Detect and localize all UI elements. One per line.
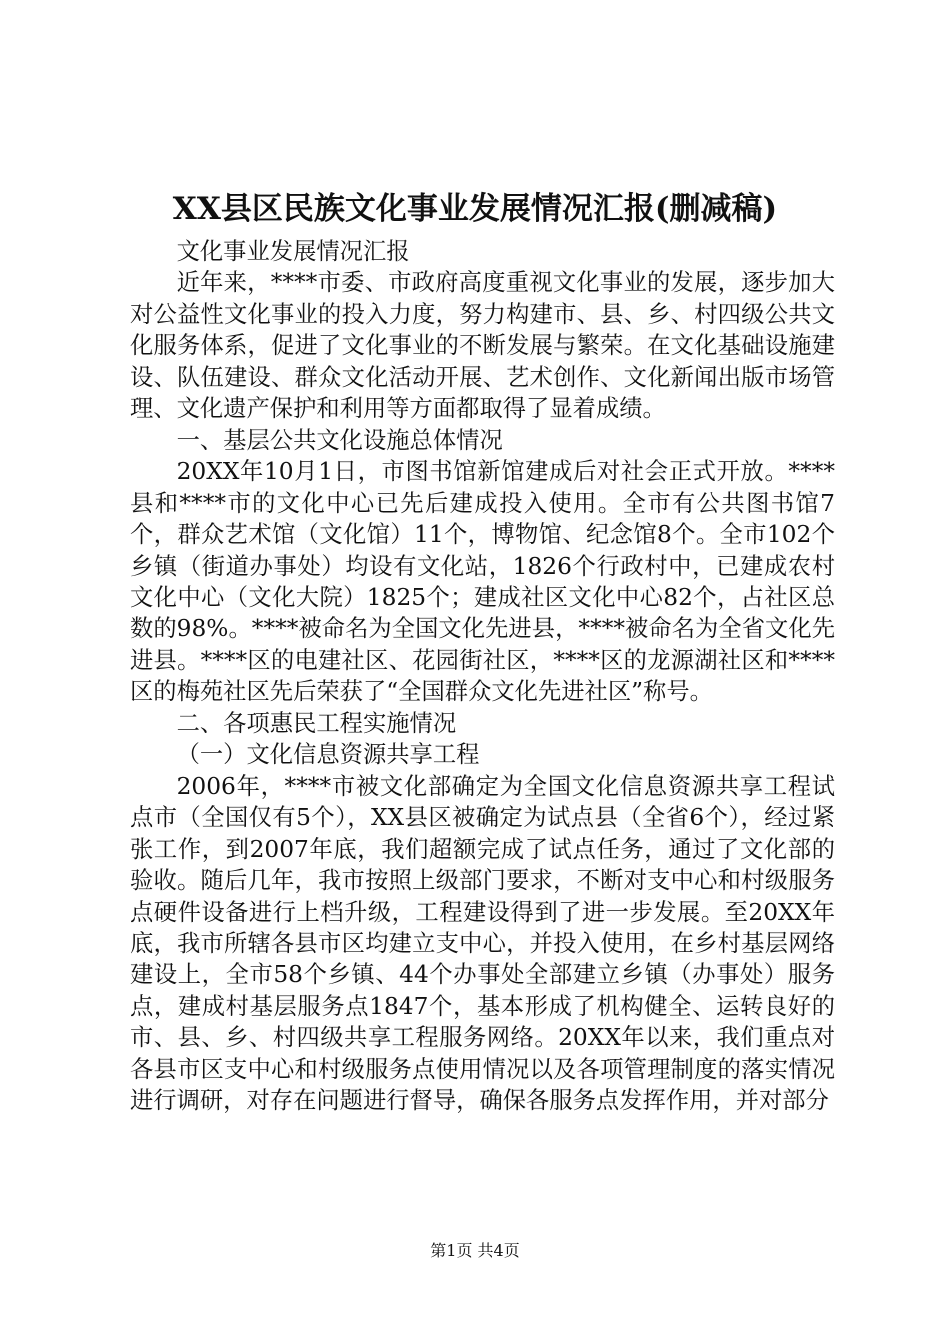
section-heading-2: 二、各项惠民工程实施情况 [176, 709, 457, 737]
paragraph-subtitle: 文化事业发展情况汇报 [176, 238, 410, 265]
document-title: XX县区民族文化事业发展情况汇报(删减稿) [172, 191, 778, 227]
paragraph-facilities: 20XX年10月1日，市图书馆新馆建成后对社会正式开放。****县和****市的文化中心已先后建成投入使用。全市有公共图书馆7个，群众艺术馆（文化馆）11个，博物馆、纪念馆8个。全市102个乡镇（街道办事处）均设有文化站，1826个行政村中，已建成农村文化中心（文化大院）1825个；建成社区文化中心82个，占社区总数的98%。****被命名为全国文化先进县，****被命名为全省文化先进县。****区的电建社区、花园街社区，****区的龙源湖社区和****区的梅苑社区先后荣获了“全国群众文化先进社区”称号。 [130, 458, 835, 706]
document-body [130, 236, 835, 1117]
subsection-heading-1: （一）文化信息资源共享工程 [176, 741, 480, 769]
section-heading-1: 一、基层公共文化设施总体情况 [176, 426, 503, 454]
paragraph-resource-sharing: 2006年，****市被文化部确定为全国文化信息资源共享工程试点市（全国仅有5个），XX县区被确定为试点县（全省6个），经过紧张工作，到2007年底，我们超额完成了试点任务，通过了文化部的验收。随后几年，我市按照上级部门要求，不断对支中心和村级服务点硬件设备进行上档升级，工程建设得到了进一步发展。至20XX年底，我市所辖各县市区均建立支中心，并投入使用，在乡村基层网络建设上，全市58个乡镇、44个办事处全部建立乡镇（办事处）服务点，建成村基层服务点1847个，基本形成了机构健全、运转良好的市、县、乡、村四级共享工程服务网络。20XX年以来，我们重点对各县市区支中心和村级服务点使用情况以及各项管理制度的落实情况进行调研，对存在问题进行督导，确保各服务点发挥作用，并对部分 [130, 772, 835, 1115]
paragraph-intro: 近年来，****市委、市政府高度重视文化事业的发展，逐步加大对公益性文化事业的投入力度，努力构建市、县、乡、村四级公共文化服务体系，促进了文化事业的不断发展与繁荣。在文化基础设施建设、队伍建设、群众文化活动开展、艺术创作、文化新闻出版市场管理、文化遗产保护和利用等方面都取得了显着成绩。 [130, 269, 835, 423]
page-number: 第1页 共4页 [430, 1241, 520, 1260]
